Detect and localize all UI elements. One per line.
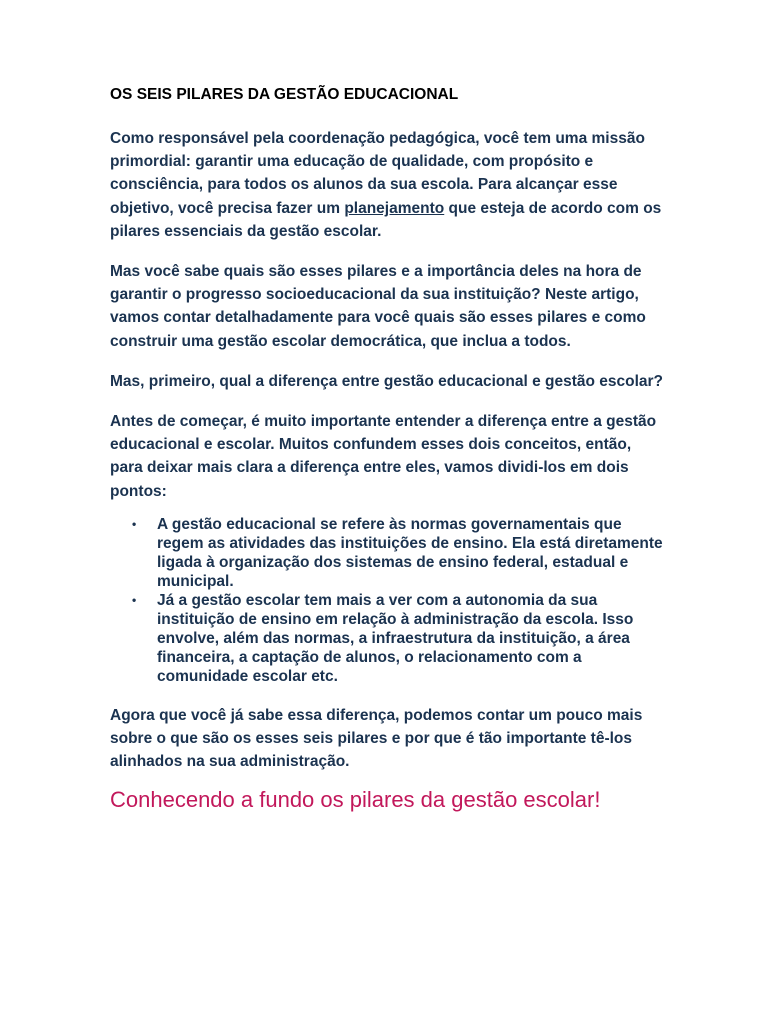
list-item: [132, 591, 666, 686]
intro-text-before: Como responsável pela coordenação pedagógica, você tem uma missão primordial: garantir uma educação de qualidade, com propósito e consciência, para todos os alunos da sua escola. Para alcançar esse objetivo, você precisa fazer um: [110, 130, 645, 217]
document-title: OS SEIS PILARES DA GESTÃO EDUCACIONAL: [110, 86, 459, 103]
list-item: [132, 515, 666, 591]
paragraph-before-start: Antes de começar, é muito importante entender a diferença entre a gestão educacional e escolar. Muitos confundem esses dois conceitos, então, para deixar mais clara a diferença entre eles, vamos dividi-los em dois pontos:: [110, 413, 657, 500]
paragraph-difference-question: Mas, primeiro, qual a diferença entre gestão educacional e gestão escolar?: [110, 372, 664, 390]
difference-list: [110, 515, 666, 686]
bullet-icon: •: [132, 592, 137, 607]
intro-text-after: que esteja de acordo com os pilares essenciais da gestão escolar.: [110, 199, 662, 240]
planejamento-link[interactable]: planejamento: [344, 199, 445, 217]
list-item-text: Já a gestão escolar tem mais a ver com a autonomia da sua instituição de ensino em relação à administração da escola. Isso envolve, além das normas, a infraestrutura da instituição, a área financeira, a captação de alunos, o relacionamento com a comunidade escolar etc.: [157, 591, 634, 685]
paragraph-now-you-know: Agora que você já sabe essa diferença, podemos contar um pouco mais sobre o que são os esses seis pilares e por que é tão importante tê-los alinhados na sua administração.: [110, 706, 643, 771]
list-item-text: A gestão educacional se refere às normas governamentais que regem as atividades das instituições de ensino. Ela está diretamente ligada à organização dos sistemas de ensino federal, estadual e municipal.: [157, 515, 663, 590]
bullet-icon: •: [132, 516, 137, 531]
intro-paragraph: [110, 127, 666, 243]
paragraph-pillars-question: Mas você sabe quais são esses pilares e a importância deles na hora de garantir o progresso socioeducacional da sua instituição? Neste artigo, vamos contar detalhadamente para você quais são esses pilares e como construir uma gestão escolar democrática, que inclua a todos.: [110, 263, 646, 350]
document-page: [110, 84, 666, 812]
section-heading: Conhecendo a fundo os pilares da gestão escolar!: [110, 787, 601, 813]
